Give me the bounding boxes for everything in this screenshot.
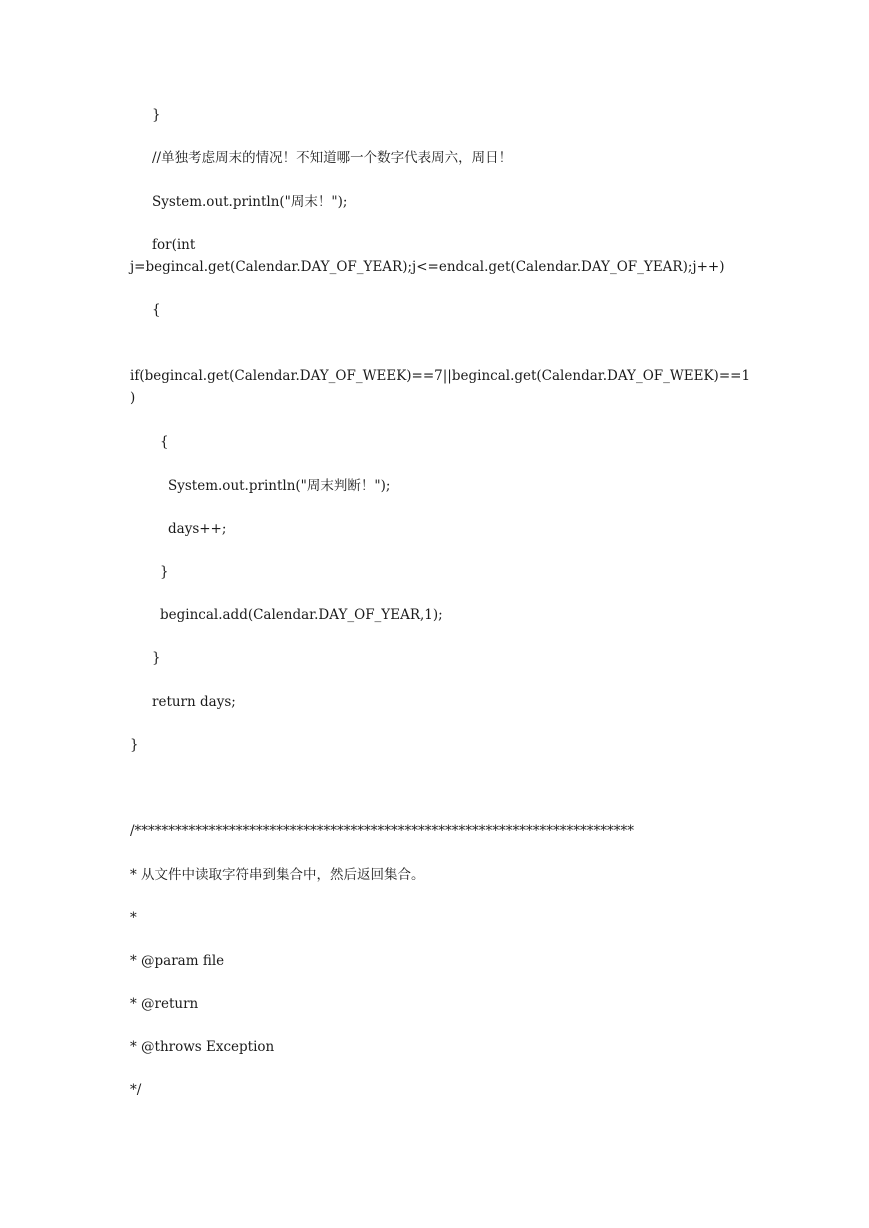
- comment-line: * 从文件中读取字符串到集合中，然后返回集合。: [130, 867, 425, 883]
- code-line: begincal.add(Calendar.DAY_OF_YEAR,1);: [160, 607, 443, 623]
- code-line: days++;: [168, 521, 227, 537]
- code-line: j=begincal.get(Calendar.DAY_OF_YEAR);j<=endcal.get(Calendar.DAY_OF_YEAR);j++): [130, 259, 725, 275]
- code-line: }: [160, 564, 169, 580]
- code-line: }: [130, 737, 139, 753]
- comment-line: */: [130, 1082, 142, 1098]
- comment-line: /**************************************************************************: [130, 823, 635, 839]
- code-line: }: [152, 650, 161, 666]
- code-line: ): [130, 390, 136, 406]
- code-comment-line: //单独考虑周末的情况！不知道哪一个数字代表周六，周日！: [152, 150, 513, 166]
- comment-line: * @throws Exception: [130, 1039, 275, 1055]
- code-line: {: [160, 434, 169, 450]
- code-line: for(int: [152, 237, 196, 253]
- code-line: System.out.println("周末！");: [152, 194, 348, 210]
- comment-line: * @return: [130, 996, 199, 1012]
- comment-line: * @param file: [130, 953, 225, 969]
- code-line: return days;: [152, 694, 236, 710]
- comment-line: *: [130, 910, 137, 926]
- code-line: if(begincal.get(Calendar.DAY_OF_WEEK)==7||begincal.get(Calendar.DAY_OF_WEEK)==1: [130, 368, 751, 384]
- code-line: }: [152, 107, 161, 123]
- code-line: System.out.println("周末判断！");: [168, 478, 391, 494]
- code-line: {: [152, 302, 161, 318]
